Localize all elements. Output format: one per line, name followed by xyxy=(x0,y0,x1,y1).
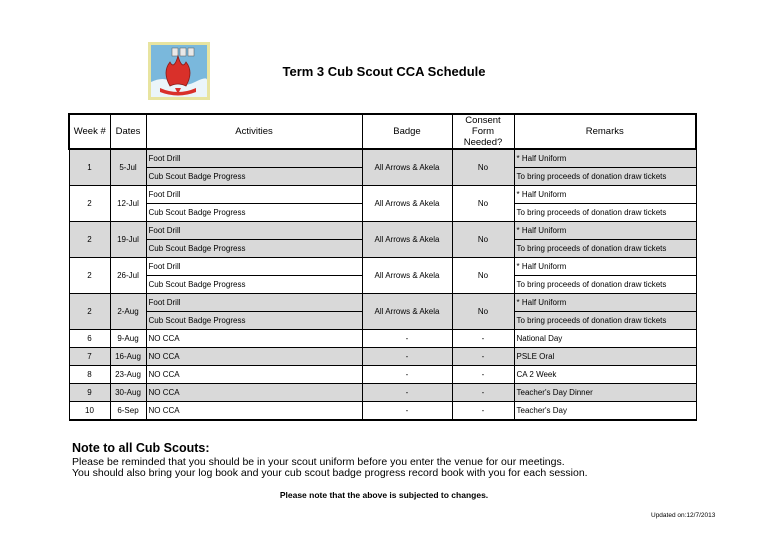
updated-date: Updated on:12/7/2013 xyxy=(651,512,716,519)
activity-cell: Foot Drill xyxy=(146,294,362,312)
date-cell: 5-Jul xyxy=(110,149,146,186)
header-dates: Dates xyxy=(110,114,146,149)
consent-cell: - xyxy=(452,330,514,348)
table-row xyxy=(69,366,696,384)
subject-to-change-notice: Please note that the above is subjected to changes. xyxy=(279,490,489,500)
remark-cell: To bring proceeds of donation draw tickets xyxy=(514,204,696,222)
remark-cell: CA 2 Week xyxy=(514,366,696,384)
remark-cell: * Half Uniform xyxy=(514,222,696,240)
remark-cell: To bring proceeds of donation draw tickets xyxy=(514,276,696,294)
activity-cell: NO CCA xyxy=(146,366,362,384)
date-cell: 9-Aug xyxy=(110,330,146,348)
table-row xyxy=(69,186,696,204)
consent-cell: - xyxy=(452,402,514,421)
activity-cell: Foot Drill xyxy=(146,149,362,168)
remark-cell: * Half Uniform xyxy=(514,186,696,204)
activity-cell: NO CCA xyxy=(146,402,362,421)
date-cell: 2-Aug xyxy=(110,294,146,330)
consent-cell: No xyxy=(452,294,514,330)
consent-cell: - xyxy=(452,384,514,402)
date-cell: 26-Jul xyxy=(110,258,146,294)
week-cell: 2 xyxy=(69,186,110,222)
page-title: Term 3 Cub Scout CCA Schedule xyxy=(282,64,486,79)
header-week: Week # xyxy=(69,114,110,149)
remark-cell: * Half Uniform xyxy=(514,294,696,312)
remark-cell: * Half Uniform xyxy=(514,149,696,168)
remark-cell: * Half Uniform xyxy=(514,258,696,276)
schedule-table xyxy=(68,113,697,421)
table-row xyxy=(69,294,696,312)
table-row xyxy=(69,402,696,421)
remark-cell: Teacher's Day Dinner xyxy=(514,384,696,402)
remark-cell: PSLE Oral xyxy=(514,348,696,366)
note-line-1: Please be reminded that you should be in your scout uniform before you enter the venue for our meetings. xyxy=(72,456,565,468)
header-activities: Activities xyxy=(146,114,362,149)
remark-cell: To bring proceeds of donation draw tickets xyxy=(514,312,696,330)
badge-cell: - xyxy=(362,402,452,421)
table-row xyxy=(69,384,696,402)
header-badge: Badge xyxy=(362,114,452,149)
activity-cell: NO CCA xyxy=(146,330,362,348)
table-row xyxy=(69,258,696,276)
consent-cell: No xyxy=(452,149,514,186)
consent-cell: No xyxy=(452,258,514,294)
consent-cell: - xyxy=(452,366,514,384)
activity-cell: Cub Scout Badge Progress xyxy=(146,204,362,222)
table-header-row xyxy=(69,114,696,149)
header-remarks: Remarks xyxy=(514,114,696,149)
week-cell: 2 xyxy=(69,294,110,330)
badge-cell: All Arrows & Akela xyxy=(362,258,452,294)
activity-cell: Foot Drill xyxy=(146,186,362,204)
note-line-2: You should also bring your log book and your cub scout badge progress record book with you for each session. xyxy=(72,467,588,479)
badge-cell: All Arrows & Akela xyxy=(362,222,452,258)
week-cell: 1 xyxy=(69,149,110,186)
badge-cell: All Arrows & Akela xyxy=(362,186,452,222)
activity-cell: Cub Scout Badge Progress xyxy=(146,276,362,294)
activity-cell: Cub Scout Badge Progress xyxy=(146,312,362,330)
badge-cell: All Arrows & Akela xyxy=(362,294,452,330)
date-cell: 30-Aug xyxy=(110,384,146,402)
badge-cell: All Arrows & Akela xyxy=(362,149,452,186)
week-cell: 9 xyxy=(69,384,110,402)
remark-cell: To bring proceeds of donation draw tickets xyxy=(514,240,696,258)
table-row xyxy=(69,222,696,240)
table-row xyxy=(69,330,696,348)
week-cell: 7 xyxy=(69,348,110,366)
table-row xyxy=(69,149,696,168)
week-cell: 8 xyxy=(69,366,110,384)
activity-cell: Foot Drill xyxy=(146,222,362,240)
week-cell: 10 xyxy=(69,402,110,421)
badge-cell: - xyxy=(362,348,452,366)
header-consent: Consent Form Needed? xyxy=(452,114,514,149)
consent-cell: - xyxy=(452,348,514,366)
consent-cell: No xyxy=(452,222,514,258)
week-cell: 2 xyxy=(69,222,110,258)
date-cell: 6-Sep xyxy=(110,402,146,421)
badge-cell: - xyxy=(362,366,452,384)
activity-cell: NO CCA xyxy=(146,384,362,402)
consent-cell: No xyxy=(452,186,514,222)
date-cell: 19-Jul xyxy=(110,222,146,258)
note-title: Note to all Cub Scouts: xyxy=(72,441,210,455)
week-cell: 6 xyxy=(69,330,110,348)
badge-cell: - xyxy=(362,384,452,402)
activity-cell: NO CCA xyxy=(146,348,362,366)
remark-cell: To bring proceeds of donation draw tickets xyxy=(514,168,696,186)
remark-cell: Teacher's Day xyxy=(514,402,696,421)
date-cell: 12-Jul xyxy=(110,186,146,222)
date-cell: 23-Aug xyxy=(110,366,146,384)
week-cell: 2 xyxy=(69,258,110,294)
table-row xyxy=(69,348,696,366)
activity-cell: Cub Scout Badge Progress xyxy=(146,240,362,258)
activity-cell: Foot Drill xyxy=(146,258,362,276)
badge-cell: - xyxy=(362,330,452,348)
activity-cell: Cub Scout Badge Progress xyxy=(146,168,362,186)
remark-cell: National Day xyxy=(514,330,696,348)
date-cell: 16-Aug xyxy=(110,348,146,366)
